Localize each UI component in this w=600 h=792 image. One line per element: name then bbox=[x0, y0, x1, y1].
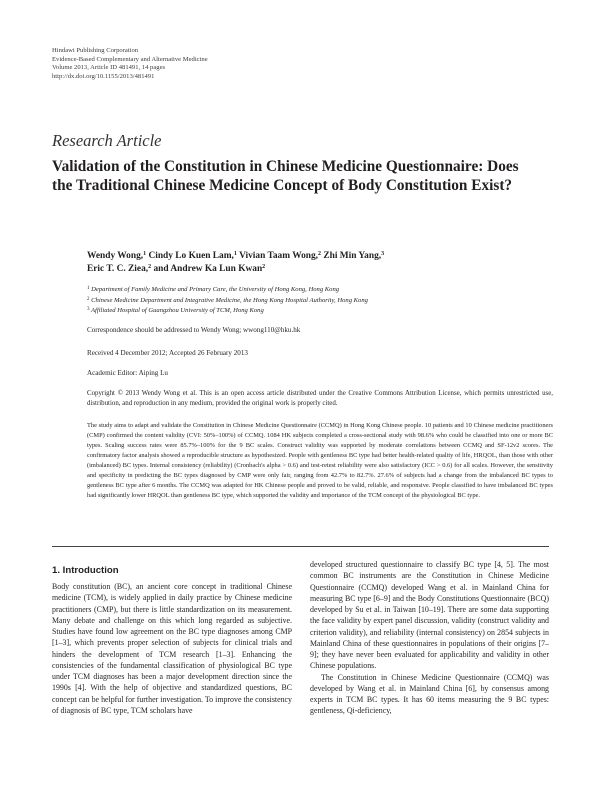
journal-header bbox=[52, 47, 208, 82]
section-divider bbox=[52, 546, 549, 547]
author-affiliation-mark: 1 bbox=[233, 251, 237, 257]
affiliation-item bbox=[87, 306, 527, 317]
volume-info: Volume 2013, Article ID 481491, 14 pages bbox=[52, 64, 166, 72]
author-affiliation-mark: 2 bbox=[262, 264, 266, 271]
body-paragraph: Body constitution (BC), an ancient core concept in traditional Chinese medicine (TCM), is widely applied in daily practice by Chinese medicine practitioners (CMP), but there is little standardization on its measurement. Many debate and challenge on this which long regarded as subjective. Studies have found low agreement on the BC type diagnoses among CMP [1–3], which prevents proper selection of subjects for clinical trials and hinders the development of TCM research [1–3]. Enhancing the consistencies of the fundamental classification of physiological BC type under TCM diagnoses has been a major development direction since the 1990s [4]. With the help of objective and standardized questions, BC concept can be helpful for further investigation. To improve the consistency of diagnosis of BC type, TCM scholars have bbox=[52, 582, 292, 715]
doi-link[interactable]: http://dx.doi.org/10.1155/2013/481491 bbox=[52, 73, 155, 81]
affiliation-item bbox=[87, 296, 527, 307]
copyright-notice: Copyright © 2013 Wendy Wong et al. This is an open access article distributed under the Creative Commons Attribution License, which permits unrestricted use, distribution, and reproduction in any medium, provided the original work is properly cited. bbox=[87, 390, 553, 407]
correspondence: Correspondence should be addressed to Wendy Wong; wwong110@hku.hk bbox=[87, 326, 301, 334]
affiliation-text: Chinese Medicine Department and Integrative Medicine, the Hong Kong Hospital Authority, Hong Kong bbox=[91, 296, 368, 304]
author-name: Eric T. C. Ziea, bbox=[87, 264, 149, 275]
journal-name: Evidence-Based Complementary and Alternative Medicine bbox=[52, 55, 208, 63]
author-name: Cindy Lo Kuen Lam, bbox=[148, 251, 234, 261]
author-affiliation-mark: 2 bbox=[318, 251, 322, 257]
author-list bbox=[87, 250, 507, 277]
body-column-right bbox=[310, 559, 549, 717]
body-paragraph: developed structured questionnaire to classify BC type [4, 5]. The most common BC instruments are the Constitution in Chinese Medicine Questionnaire (CCMQ) developed Wang et al. in Mainland China for measuring BC type [6–9] and the Body Constitutions Questionnaire (BCQ) developed by Su et al. in Taiwan [10–19]. There are some data supporting the face validity by expert panel discussion, validity (construct validity and criterion validity), and reliability (internal consistency) on 2854 subjects in Mainland China of these questionnaires in populations of their origins [7–9]; they have never been evaluated for applicability and validity in other Chinese populations. bbox=[310, 560, 549, 671]
body-column-left bbox=[52, 581, 292, 716]
abstract-text: The study aims to adapt and validate the Constitution in Chinese Medicine Questionnaire (CCMQ) in Hong Kong Chinese people. 10 patients and 10 Chinese medicine practitioners (CMP) confirmed the content validity (CVI: 50%–100%) of CCMQ. 1084 HK subjects completed a cross-sectional study with 98.6% who could be classified into one or more BC types. Scaling success rates were 85.7%–100% for the 9 BC scales. Construct validity was supported by moderate correlations between CCMQ and SF-12v2 scores. The confirmatory factor analysis showed a reproducible structure as hypothesized. People with gentleness BC type had better health-related quality of life, HRQOL, than those with other (imbalanced) BC types. Internal consistency (reliability) (Cronbach's alpha > 0.6) and test-retest reliability were also satisfactory (ICC > 0.6) for all scales. However, the sensitivity and specificity in predicting the BC types diagnosed by CMP were only fair, ranging from 42.7% to 82.7%. 27.6% of subjects had a change from the imbalanced BC types to gentleness BC type after 6 months. The CCMQ was adapted for HK Chinese people and proved to be valid, reliable, and responsive. People classified to have imbalanced BC types had significantly lower HRQOL than gentleness BC type, which supported the validity and importance of the TCM concept of the physiological BC type. bbox=[87, 422, 553, 499]
affiliation-number: 2 bbox=[87, 296, 90, 302]
affiliation-list bbox=[87, 285, 527, 317]
body-paragraph: The Constitution in Chinese Medicine Questionnaire (CCMQ) was developed by Wang et al. in Mainland China [6], by consensus among experts in TCM BC types. It has 60 items measuring the 9 BC types: gentleness, Qi-deficiency, bbox=[310, 672, 549, 716]
section-heading: 1. Introduction bbox=[52, 565, 119, 576]
author-name: Wendy Wong, bbox=[87, 251, 144, 261]
author-name: Vivian Taam Wong, bbox=[239, 251, 319, 261]
affiliation-number: 1 bbox=[87, 286, 90, 291]
author-name: Zhi Min Yang, bbox=[323, 251, 382, 261]
author-affiliation-mark: 1 bbox=[143, 251, 147, 257]
publisher: Hindawi Publishing Corporation bbox=[52, 47, 139, 54]
affiliation-item bbox=[87, 285, 527, 296]
affiliation-number: 3 bbox=[87, 307, 90, 313]
paper-title: Validation of the Constitution in Chinese Medicine Questionnaire: Does the Traditional Chinese Medicine Concept of Body Constitution Exist? bbox=[52, 158, 519, 195]
affiliation-text: Department of Family Medicine and Primary Care, the University of Hong Kong, Hong Kong bbox=[91, 286, 340, 293]
article-type: Research Article bbox=[52, 131, 162, 150]
received-date: Received 4 December 2012; Accepted 26 February 2013 bbox=[87, 349, 248, 357]
affiliation-text: Affiliated Hospital of Guangzhou University of TCM, Hong Kong bbox=[91, 307, 264, 315]
academic-editor: Academic Editor: Aiping Lu bbox=[87, 369, 168, 377]
author-affiliation-mark: 2 bbox=[148, 264, 152, 271]
author-name: and Andrew Ka Lun Kwan bbox=[153, 264, 263, 275]
author-affiliation-mark: 3 bbox=[381, 251, 385, 257]
